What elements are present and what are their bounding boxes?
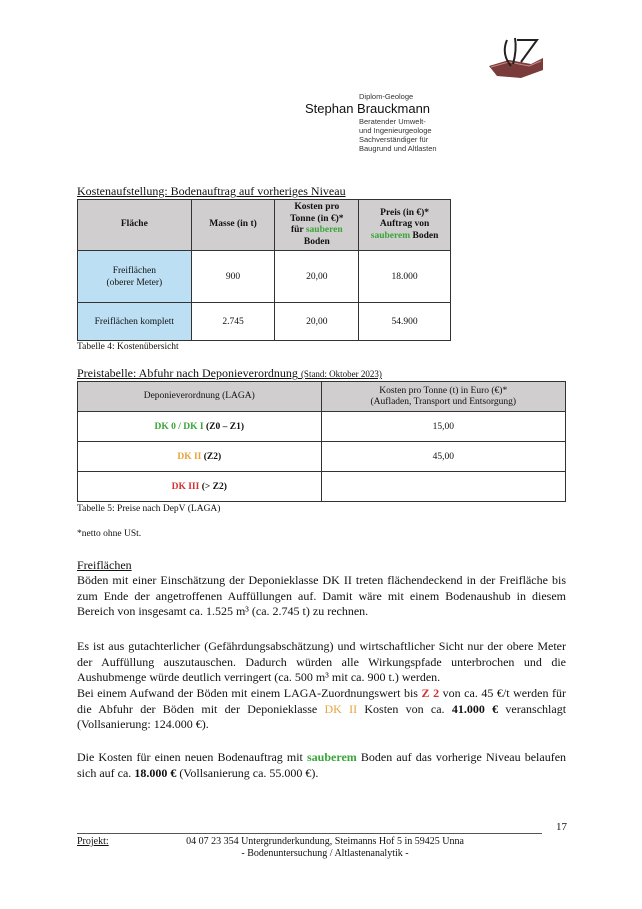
row-preis: 54.900 [359, 303, 451, 341]
header-masse: Masse (in t) [191, 200, 275, 251]
table-header-row [78, 200, 451, 251]
header-deponie: Deponieverordnung (LAGA) [78, 382, 322, 412]
table-row [78, 251, 451, 303]
paragraph-1: Böden mit einer Einschätzung der Deponieklasse DK II treten flächendeckend in der Freifläche bis zum Ende der angetroffenen Auffüllungen auf. Damit wäre mit einem Bodenaushub in diesem Bereich von insgesamt ca. 1.525 m³ (ca. 2.745 t) zu rechnen. [77, 573, 566, 618]
table1-caption: Tabelle 4: Kostenübersicht [77, 342, 179, 352]
row-value [321, 472, 565, 502]
price-table [77, 381, 566, 502]
row-value: 45,00 [321, 442, 565, 472]
section-title: Freiflächen [77, 558, 132, 572]
paragraph-3: Bei einem Aufwand der Böden mit einem LAGA-Zuordnungswert bis Z 2 von ca. 45 €/t werden für die Abfuhr der Böden mit der Deponieklasse DK II Kosten von ca. 41.000 € veranschlagt (Vollsanierung: 124.000 €). [77, 686, 567, 731]
row-class: DK III (> Z2) [78, 472, 322, 502]
table2-title: Preistabelle: Abfuhr nach Deponieverordnung (Stand: Oktober 2023) [77, 366, 382, 380]
paragraph-4: Die Kosten für einen neuen Bodenauftrag mit sauberem Boden auf das vorherige Niveau belaufen sich auf ca. 18.000 € (Vollsanierung ca. 55.000 €). [77, 750, 567, 780]
row-kosten: 20,00 [275, 303, 359, 341]
table1-title: Kostenaufstellung: Bodenauftrag auf vorheriges Niveau [77, 184, 346, 198]
footer-divider [77, 833, 542, 834]
tax-note: *netto ohne USt. [77, 529, 142, 539]
table-row [78, 412, 566, 442]
header-kosten: Kosten pro Tonne (in €)* für sauberen Boden [275, 200, 359, 251]
row-flaeche: Freiflächen (oberer Meter) [78, 251, 192, 303]
row-class: DK 0 / DK I (Z0 – Z1) [78, 412, 322, 442]
header-name: Stephan Brauckmann [305, 101, 431, 116]
row-flaeche: Freiflächen komplett [78, 303, 192, 341]
footer-text: 04 07 23 354 Untergrunderkundung, Steimanns Hof 5 in 59425 Unna - Bodenuntersuchung / Altlastenanalytik - [186, 836, 464, 859]
cost-table [77, 199, 451, 341]
row-masse: 2.745 [191, 303, 275, 341]
row-class: DK II (Z2) [78, 442, 322, 472]
header-kosten: Kosten pro Tonne (t) in Euro (€)* (Aufladen, Transport und Entsorgung) [321, 382, 565, 412]
row-value: 15,00 [321, 412, 565, 442]
table-header-row [78, 382, 566, 412]
header-preis: Preis (in €)* Auftrag von sauberem Boden [359, 200, 451, 251]
page-number: 17 [556, 821, 567, 833]
header-flaeche: Fläche [78, 200, 192, 251]
paragraph-2: Es ist aus gutachterlicher (Gefährdungsabschätzung) und wirtschaftlicher Sicht nur der obere Meter der Auffüllung auszutauschen. Dadurch würden alle Wirkungspfade unterbrochen und die Aushubmenge würde deutlich verringert (ca. 500 m³ mit ca. 900 t.) werden. [77, 639, 566, 684]
row-masse: 900 [191, 251, 275, 303]
table-row [78, 442, 566, 472]
header-subtitle: Diplom-Geologe [359, 92, 414, 101]
table-row [78, 303, 451, 341]
row-kosten: 20,00 [275, 251, 359, 303]
footer-label: Projekt: [77, 836, 109, 847]
table2-caption: Tabelle 5: Preise nach DepV (LAGA) [77, 504, 221, 514]
header-description: Beratender Umwelt- und Ingenieurgeologe Sachverständiger für Baugrund und Altlasten [359, 117, 437, 153]
company-logo [487, 36, 545, 80]
table-row [78, 472, 566, 502]
row-preis: 18.000 [359, 251, 451, 303]
